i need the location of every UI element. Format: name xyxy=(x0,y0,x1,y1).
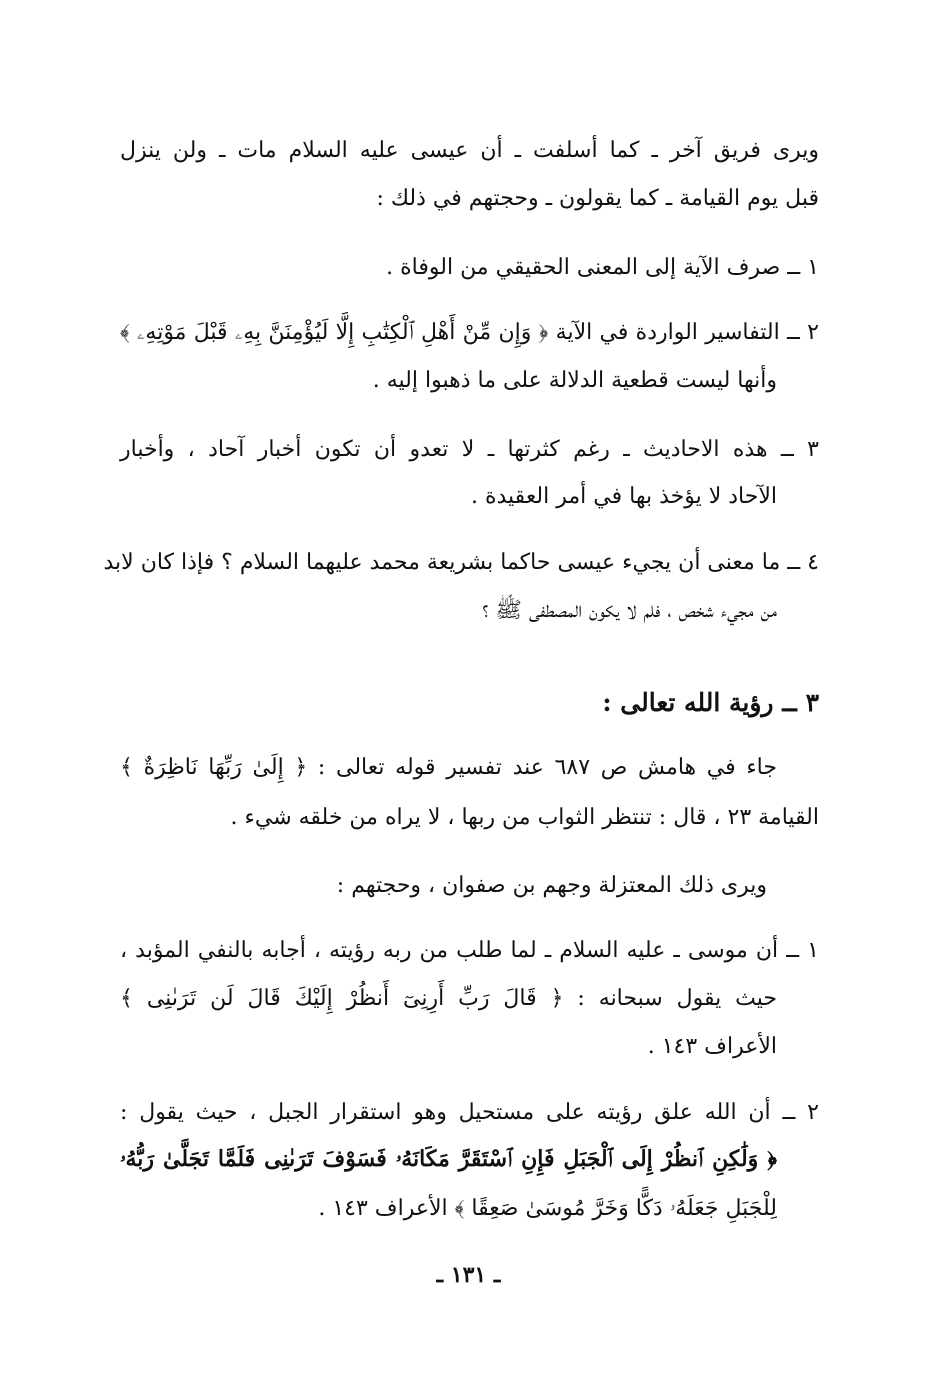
text-line-quote-cont: القيامة ٢٣ ، قال : تنتظر الثواب من ربها ، لا يراه من خلقه شيء . xyxy=(230,805,819,830)
list-item-3: ٣ ــ هذه الاحاديث ـ رغم كثرتها ـ لا تعدو أن تكون أخبار آحاد ، وأخبار xyxy=(120,437,819,462)
list-item-3-cont: الآحاد لا يؤخذ بها في أمر العقيدة . xyxy=(470,484,777,509)
argument-2-verse-cont: لِلْجَبَلِ جَعَلَهُۥ دَكًّا وَخَرَّ مُوسَىٰ صَعِقًا ﴾ الأعراف ١٤٣ . xyxy=(318,1196,777,1221)
list-item-2: ٢ ــ التفاسير الواردة في الآية ﴿ وَإِن مِّنْ أَهْلِ ٱلْكِتَٰبِ إِلَّا لَيُؤْمِنَنَّ بِهِۦ قَبْلَ مَوْتِهِۦ ﴾ xyxy=(120,320,819,345)
argument-2-verse: ﴿ وَلَٰكِنِ ٱنظُرْ إِلَى ٱلْجَبَلِ فَإِنِ ٱسْتَقَرَّ مَكَانَهُۥ فَسَوْفَ تَرَىٰنِى فَلَمَّا تَجَلَّىٰ رَبُّهُۥ xyxy=(120,1146,777,1172)
section-heading: ٣ ــ رؤية الله تعالى : xyxy=(602,688,819,717)
text-line-1: ويرى فريق آخر ـ كما أسلفت ـ أن عيسى عليه السلام مات ـ ولن ينزل xyxy=(120,138,819,163)
list-item-1: ١ ــ صرف الآية إلى المعنى الحقيقي من الوفاة . xyxy=(386,255,819,280)
argument-1-cont: حيث يقول سبحانه : ﴿ قَالَ رَبِّ أَرِنِىٓ أَنظُرْ إِلَيْكَ قَالَ لَن تَرَىٰنِى ﴾ xyxy=(120,986,777,1011)
text-line-2: قبل يوم القيامة ـ كما يقولون ـ وحجتهم في ذلك : xyxy=(376,186,819,211)
argument-2: ٢ ــ أن الله علق رؤيته على مستحيل وهو استقرار الجبل ، حيث يقول : xyxy=(120,1100,819,1125)
argument-1: ١ ــ أن موسى ـ عليه السلام ـ لما طلب من ربه رؤيته ، أجابه بالنفي المؤبد ، xyxy=(120,938,819,963)
page-number: ـ ١٣١ ـ xyxy=(436,1262,501,1288)
list-item-2-cont: وأنها ليست قطعية الدلالة على ما ذهبوا إليه . xyxy=(372,368,777,393)
text-line-quote: جاء في هامش ص ٦٨٧ عند تفسير قوله تعالى : ﴿ إِلَىٰ رَبِّهَا نَاظِرَةٌ ﴾ xyxy=(120,755,777,780)
argument-1-ref: الأعراف ١٤٣ . xyxy=(647,1034,777,1059)
list-item-4: ٤ ــ ما معنى أن يجيء عيسى حاكما بشريعة محمد عليهما السلام ؟ فإذا كان لابد xyxy=(103,550,819,575)
list-item-4-cont: من مجيء شخص ، فلم لا يكون المصطفى ﷺ ؟ xyxy=(482,598,777,623)
text-line-mutazila: ويرى ذلك المعتزلة وجهم بن صفوان ، وحجتهم : xyxy=(336,873,767,898)
